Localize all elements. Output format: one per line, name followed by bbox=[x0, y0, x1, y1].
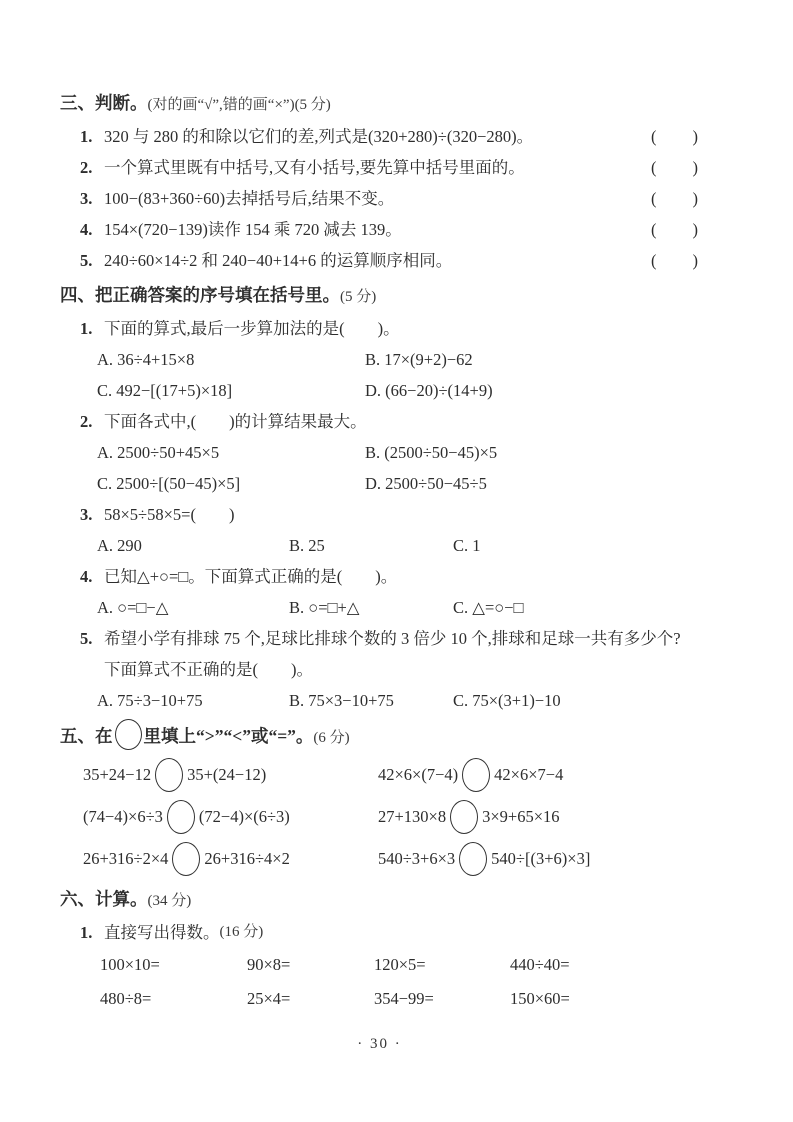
item-number: 3. bbox=[80, 189, 93, 208]
option-c: C. 492−[(17+5)×18] bbox=[97, 381, 233, 400]
item-number: 1. bbox=[80, 923, 93, 942]
calc-expression: 90×8= bbox=[247, 955, 291, 974]
judgement-statement: 320 与 280 的和除以它们的差,列式是(320+280)÷(320−280)。 bbox=[104, 127, 534, 146]
option-b: B. ○=□+△ bbox=[289, 598, 360, 617]
judgement-item-3 bbox=[60, 183, 699, 214]
section-calculation-title: 六、计算。 bbox=[60, 889, 148, 909]
expression-left: (74−4)×6÷3 bbox=[83, 807, 163, 826]
section-compare-note: (6 分) bbox=[313, 730, 350, 746]
answer-circle bbox=[462, 758, 490, 792]
expression-left: 27+130×8 bbox=[378, 807, 447, 826]
section-judgement-title: 三、判断。 bbox=[60, 93, 148, 113]
item-number: 3. bbox=[80, 505, 93, 524]
calc-expression: 150×60= bbox=[510, 989, 570, 1008]
section-calculation-note: (34 分) bbox=[147, 893, 192, 909]
answer-circle bbox=[155, 758, 183, 792]
section-choice-title: 四、把正确答案的序号填在括号里。 bbox=[60, 285, 340, 305]
judgement-statement: 154×(720−139)读作 154 乘 720 减去 139。 bbox=[104, 220, 402, 239]
item-number: 4. bbox=[80, 220, 93, 239]
option-list bbox=[97, 530, 699, 561]
calc-expression: 354−99= bbox=[374, 989, 434, 1008]
option-b: B. 17×(9+2)−62 bbox=[365, 350, 473, 369]
compare-row-2 bbox=[60, 796, 699, 838]
calc-subsection-note: (16 分) bbox=[219, 924, 264, 940]
expression-right: 26+316÷4×2 bbox=[204, 849, 290, 868]
answer-blank: ( ) bbox=[651, 220, 699, 239]
calc-row-1 bbox=[60, 948, 699, 982]
answer-blank: ( ) bbox=[651, 251, 699, 270]
section-choice bbox=[60, 279, 699, 716]
option-c: C. 2500÷[(50−45)×5] bbox=[97, 474, 241, 493]
compare-pair bbox=[83, 800, 378, 834]
answer-blank: ( ) bbox=[651, 158, 699, 177]
judgement-item-1 bbox=[60, 121, 699, 152]
expression-right: 35+(24−12) bbox=[187, 765, 267, 784]
answer-circle bbox=[115, 719, 142, 750]
section-calculation bbox=[60, 883, 699, 1016]
choice-item-1 bbox=[60, 313, 699, 406]
option-a: A. 290 bbox=[97, 536, 142, 555]
item-number: 1. bbox=[80, 127, 93, 146]
answer-circle bbox=[459, 842, 487, 876]
section-choice-heading bbox=[60, 279, 699, 313]
question-stem: 已知△+○=□。下面算式正确的是( )。 bbox=[104, 567, 398, 586]
option-list bbox=[97, 437, 699, 499]
section-judgement-note: (对的画“√”,错的画“×”)(5 分) bbox=[147, 97, 331, 113]
compare-pair bbox=[83, 842, 378, 876]
judgement-statement: 100−(83+360÷60)去掉括号后,结果不变。 bbox=[104, 189, 395, 208]
option-list bbox=[97, 592, 699, 623]
page-number: · 30 · bbox=[357, 1036, 402, 1052]
choice-item-2 bbox=[60, 406, 699, 499]
calc-expression: 25×4= bbox=[247, 989, 291, 1008]
calc-subsection-title: 直接写出得数。 bbox=[104, 923, 220, 942]
answer-blank: ( ) bbox=[651, 189, 699, 208]
section-judgement-heading bbox=[60, 87, 699, 121]
option-c: C. △=○−□ bbox=[453, 598, 524, 617]
question-stem: 希望小学有排球 75 个,足球比排球个数的 3 倍少 10 个,排球和足球一共有多少个? 下面算式不正确的是( )。 bbox=[104, 629, 681, 679]
choice-item-5 bbox=[60, 623, 699, 716]
calc-expression: 440÷40= bbox=[510, 955, 570, 974]
compare-pair bbox=[83, 758, 378, 792]
option-b: B. 25 bbox=[289, 536, 325, 555]
calc-subsection-heading bbox=[60, 917, 699, 948]
question-stem: 下面各式中,( )的计算结果最大。 bbox=[104, 412, 367, 431]
choice-item-3 bbox=[60, 499, 699, 561]
expression-left: 540÷3+6×3 bbox=[378, 849, 456, 868]
expression-right: (72−4)×(6÷3) bbox=[198, 807, 290, 826]
judgement-statement: 一个算式里既有中括号,又有小括号,要先算中括号里面的。 bbox=[104, 158, 525, 177]
option-c: C. 75×(3+1)−10 bbox=[453, 691, 561, 710]
compare-row-3 bbox=[60, 838, 699, 880]
calc-expression: 100×10= bbox=[100, 955, 160, 974]
question-stem: 58×5÷58×5=( ) bbox=[104, 505, 235, 524]
option-b: B. (2500÷50−45)×5 bbox=[365, 443, 498, 462]
option-c: C. 1 bbox=[453, 536, 481, 555]
option-d: D. (66−20)÷(14+9) bbox=[365, 381, 493, 400]
section-choice-note: (5 分) bbox=[340, 289, 377, 305]
option-a: A. ○=□−△ bbox=[97, 598, 169, 617]
answer-circle bbox=[167, 800, 195, 834]
option-list bbox=[97, 685, 699, 716]
compare-pair bbox=[378, 758, 699, 792]
expression-left: 35+24−12 bbox=[83, 765, 152, 784]
option-a: A. 2500÷50+45×5 bbox=[97, 443, 220, 462]
item-number: 2. bbox=[80, 158, 93, 177]
option-list bbox=[97, 344, 699, 406]
section-calculation-heading bbox=[60, 883, 699, 917]
item-number: 4. bbox=[80, 567, 93, 586]
calc-row-2 bbox=[60, 982, 699, 1016]
compare-row-1 bbox=[60, 754, 699, 796]
item-number: 1. bbox=[80, 319, 93, 338]
calc-expression: 120×5= bbox=[374, 955, 426, 974]
item-number: 5. bbox=[80, 251, 93, 270]
answer-circle bbox=[450, 800, 478, 834]
option-b: B. 75×3−10+75 bbox=[289, 691, 394, 710]
option-d: D. 2500÷50−45÷5 bbox=[365, 474, 487, 493]
judgement-item-5 bbox=[60, 245, 699, 276]
section-judgement bbox=[60, 87, 699, 276]
item-number: 5. bbox=[80, 629, 93, 648]
section-compare-title-suffix: 里填上“>”“<”或“=”。 bbox=[143, 726, 314, 746]
option-a: A. 36÷4+15×8 bbox=[97, 350, 195, 369]
expression-right: 540÷[(3+6)×3] bbox=[491, 849, 591, 868]
choice-item-4 bbox=[60, 561, 699, 623]
item-number: 2. bbox=[80, 412, 93, 431]
expression-right: 42×6×7−4 bbox=[494, 765, 564, 784]
compare-pair bbox=[378, 842, 699, 876]
answer-blank: ( ) bbox=[651, 127, 699, 146]
judgement-item-2 bbox=[60, 152, 699, 183]
judgement-item-4 bbox=[60, 214, 699, 245]
answer-circle bbox=[172, 842, 200, 876]
question-stem: 下面的算式,最后一步算加法的是( )。 bbox=[104, 319, 400, 338]
compare-pair bbox=[378, 800, 699, 834]
expression-right: 3×9+65×16 bbox=[482, 807, 560, 826]
section-compare bbox=[60, 719, 699, 880]
calc-expression: 480÷8= bbox=[100, 989, 152, 1008]
section-compare-title-prefix: 五、在 bbox=[60, 726, 113, 746]
expression-left: 42×6×(7−4) bbox=[378, 765, 459, 784]
expression-left: 26+316÷2×4 bbox=[83, 849, 169, 868]
section-compare-heading bbox=[60, 719, 699, 754]
judgement-statement: 240÷60×14÷2 和 240−40+14+6 的运算顺序相同。 bbox=[104, 251, 453, 270]
option-a: A. 75÷3−10+75 bbox=[97, 691, 203, 710]
